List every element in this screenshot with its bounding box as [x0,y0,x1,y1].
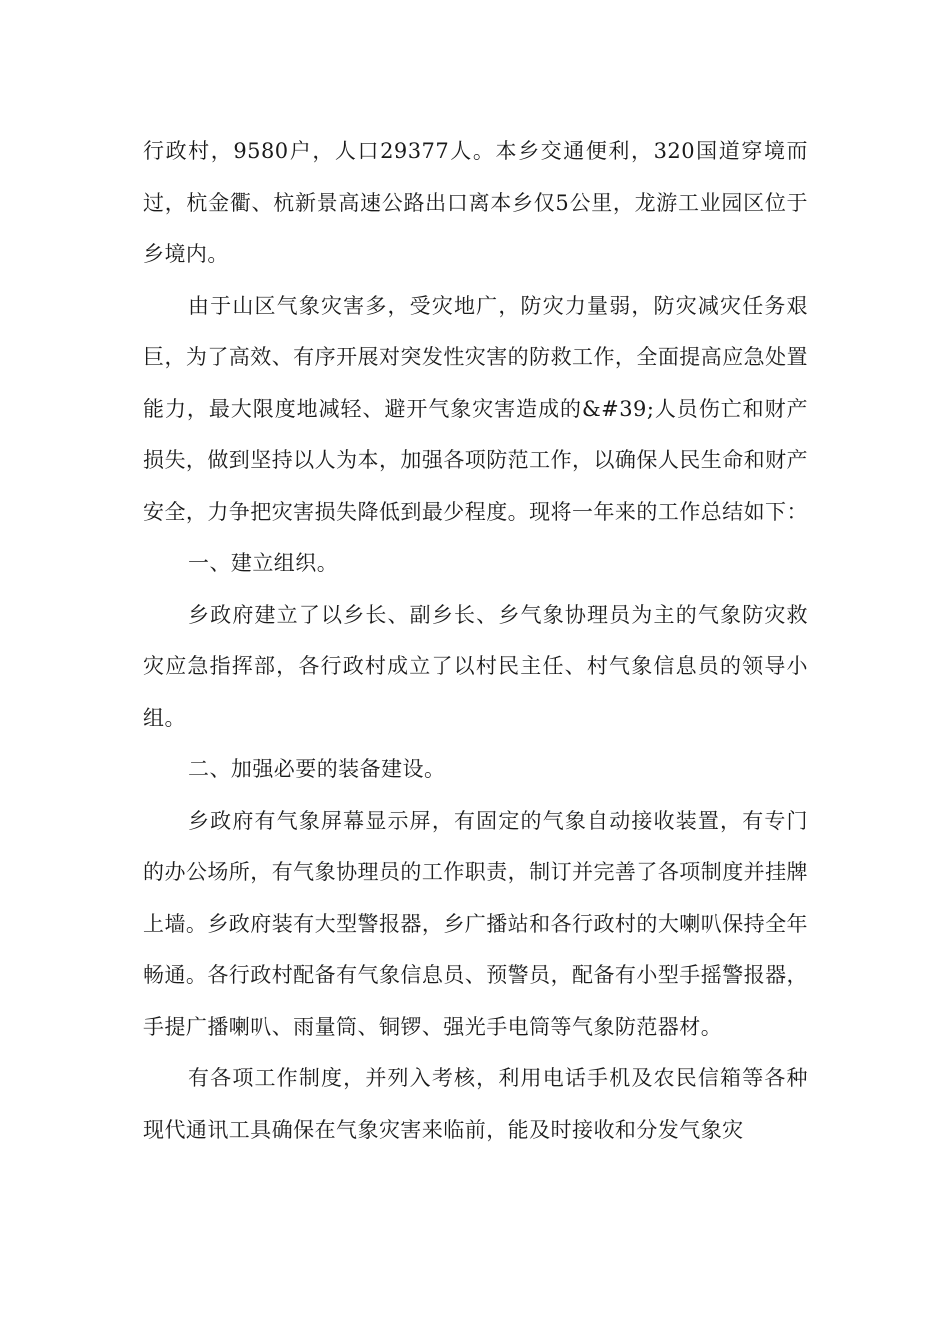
section-heading-organization: 一、建立组织。 [188,551,339,575]
section-heading-equipment: 二、加强必要的装备建设。 [188,757,446,781]
paragraph-equipment-details: 乡政府有气象屏幕显示屏，有固定的气象自动接收装置，有专门的办公场所，有气象协理员的工作职责，制订并完善了各项制度并挂牌上墙。乡政府装有大型警报器，乡广播站和各行政村的大喇叭保持全年畅通。各行政村配备有气象信息员、预警员，配备有小型手摇警报器，手提广播喇叭、雨量筒、铜锣、强光手电筒等气象防范器材。 [143,808,808,1039]
paragraph-work-systems: 有各项工作制度，并列入考核，利用电话手机及农民信箱等各种现代通讯工具确保在气象灾害来临前，能及时接收和分发气象灾 [143,1066,808,1142]
paragraph-disaster-overview: 由于山区气象灾害多，受灾地广，防灾力量弱，防灾减灾任务艰巨，为了高效、有序开展对突发性灾害的防救工作，全面提高应急处置能力，最大限度地减轻、避开气象灾害造成的&#39;人员伤亡和财产损失，做到坚持以人为本，加强各项防范工作，以确保人民生命和财产安全，力争把灾害损失降低到最少程度。现将一年来的工作总结如下： [143,293,808,524]
paragraph-command-structure: 乡政府建立了以乡长、副乡长、乡气象协理员为主的气象防灾救灾应急指挥部，各行政村成立了以村民主任、村气象信息员的领导小组。 [143,602,808,730]
paragraph-continuation: 行政村，9580户，人口29377人。本乡交通便利，320国道穿境而过，杭金衢、杭新景高速公路出口离本乡仅5公里，龙游工业园区位于乡境内。 [143,139,808,266]
document-body [143,126,808,1156]
